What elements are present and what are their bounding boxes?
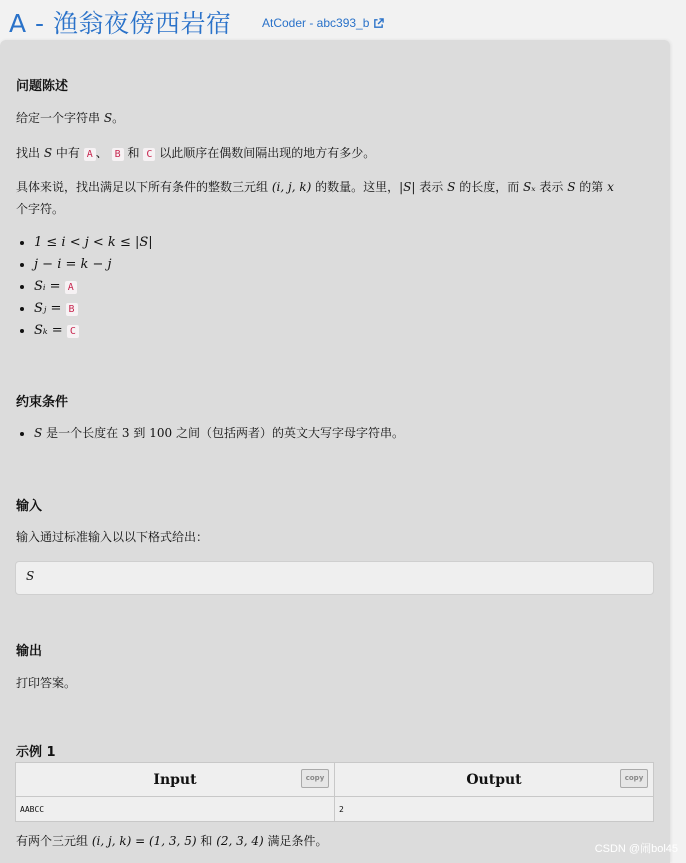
sample-output-header: Output copy bbox=[335, 763, 654, 797]
condition-item: • Sⱼ = B bbox=[34, 298, 153, 320]
code-a: A bbox=[84, 148, 96, 161]
statement-line-3: 具体来说，找出满足以下所有条件的整数三元组 (i, j, k) 的数量。这里，|S| 表示 S 的长度，而 Sₓ 表示 S 的第 x bbox=[16, 180, 614, 194]
copy-input-button[interactable]: copy bbox=[301, 769, 329, 788]
statement-line-1: 给定一个字符串 S。 bbox=[16, 111, 125, 125]
copy-output-button[interactable]: copy bbox=[620, 769, 648, 788]
condition-item: • Sₖ = C bbox=[34, 320, 153, 342]
constraint-item: • S 是一个长度在 3 到 100 之间（包括两者）的英文大写字母字符串。 bbox=[34, 422, 404, 444]
output-description: 打印答案。 bbox=[16, 676, 77, 690]
input-format-text: S bbox=[26, 569, 35, 583]
statement-line-4: 个字符。 bbox=[16, 202, 65, 216]
source-link[interactable] bbox=[262, 16, 384, 30]
page-title: A - 渔翁夜傍西岩宿 bbox=[9, 9, 232, 38]
sample-note: 有两个三元组 (i, j, k) = (1, 3, 5) 和 (2, 3, 4) 满足条件。 bbox=[16, 834, 328, 848]
constraints-list bbox=[31, 422, 404, 444]
sample-heading: 示例 1 bbox=[16, 745, 56, 760]
statement-heading: 问题陈述 bbox=[16, 79, 69, 94]
sample-input-value: AABCC bbox=[16, 797, 335, 822]
page-header bbox=[0, 0, 686, 40]
watermark: CSDN @闹bol45 bbox=[594, 843, 678, 855]
sample-input-header: Input copy bbox=[16, 763, 335, 797]
condition-item: • j − i = k − j bbox=[34, 254, 153, 276]
input-heading: 输入 bbox=[16, 499, 43, 514]
output-heading: 输出 bbox=[16, 644, 43, 659]
statement-line-2: 找出 S 中有 A 、 B 和 C 以此顺序在偶数间隔出现的地方有多少。 bbox=[16, 146, 376, 160]
condition-list bbox=[31, 232, 153, 342]
source-link-text[interactable]: AtCoder - abc393_b bbox=[262, 16, 370, 30]
sample-output-value: 2 bbox=[335, 797, 654, 822]
code-c: C bbox=[143, 148, 155, 161]
constraints-heading: 约束条件 bbox=[16, 395, 69, 410]
problem-panel bbox=[0, 40, 670, 863]
input-description: 输入通过标准输入以以下格式给出： bbox=[16, 530, 209, 544]
external-link-icon[interactable] bbox=[373, 18, 384, 29]
condition-item: • 1 ≤ i < j < k ≤ |S| bbox=[34, 232, 153, 254]
input-format-box[interactable] bbox=[15, 561, 654, 595]
condition-item: • Sᵢ = A bbox=[34, 276, 153, 298]
sample-table bbox=[15, 762, 654, 822]
code-b: B bbox=[112, 148, 124, 161]
